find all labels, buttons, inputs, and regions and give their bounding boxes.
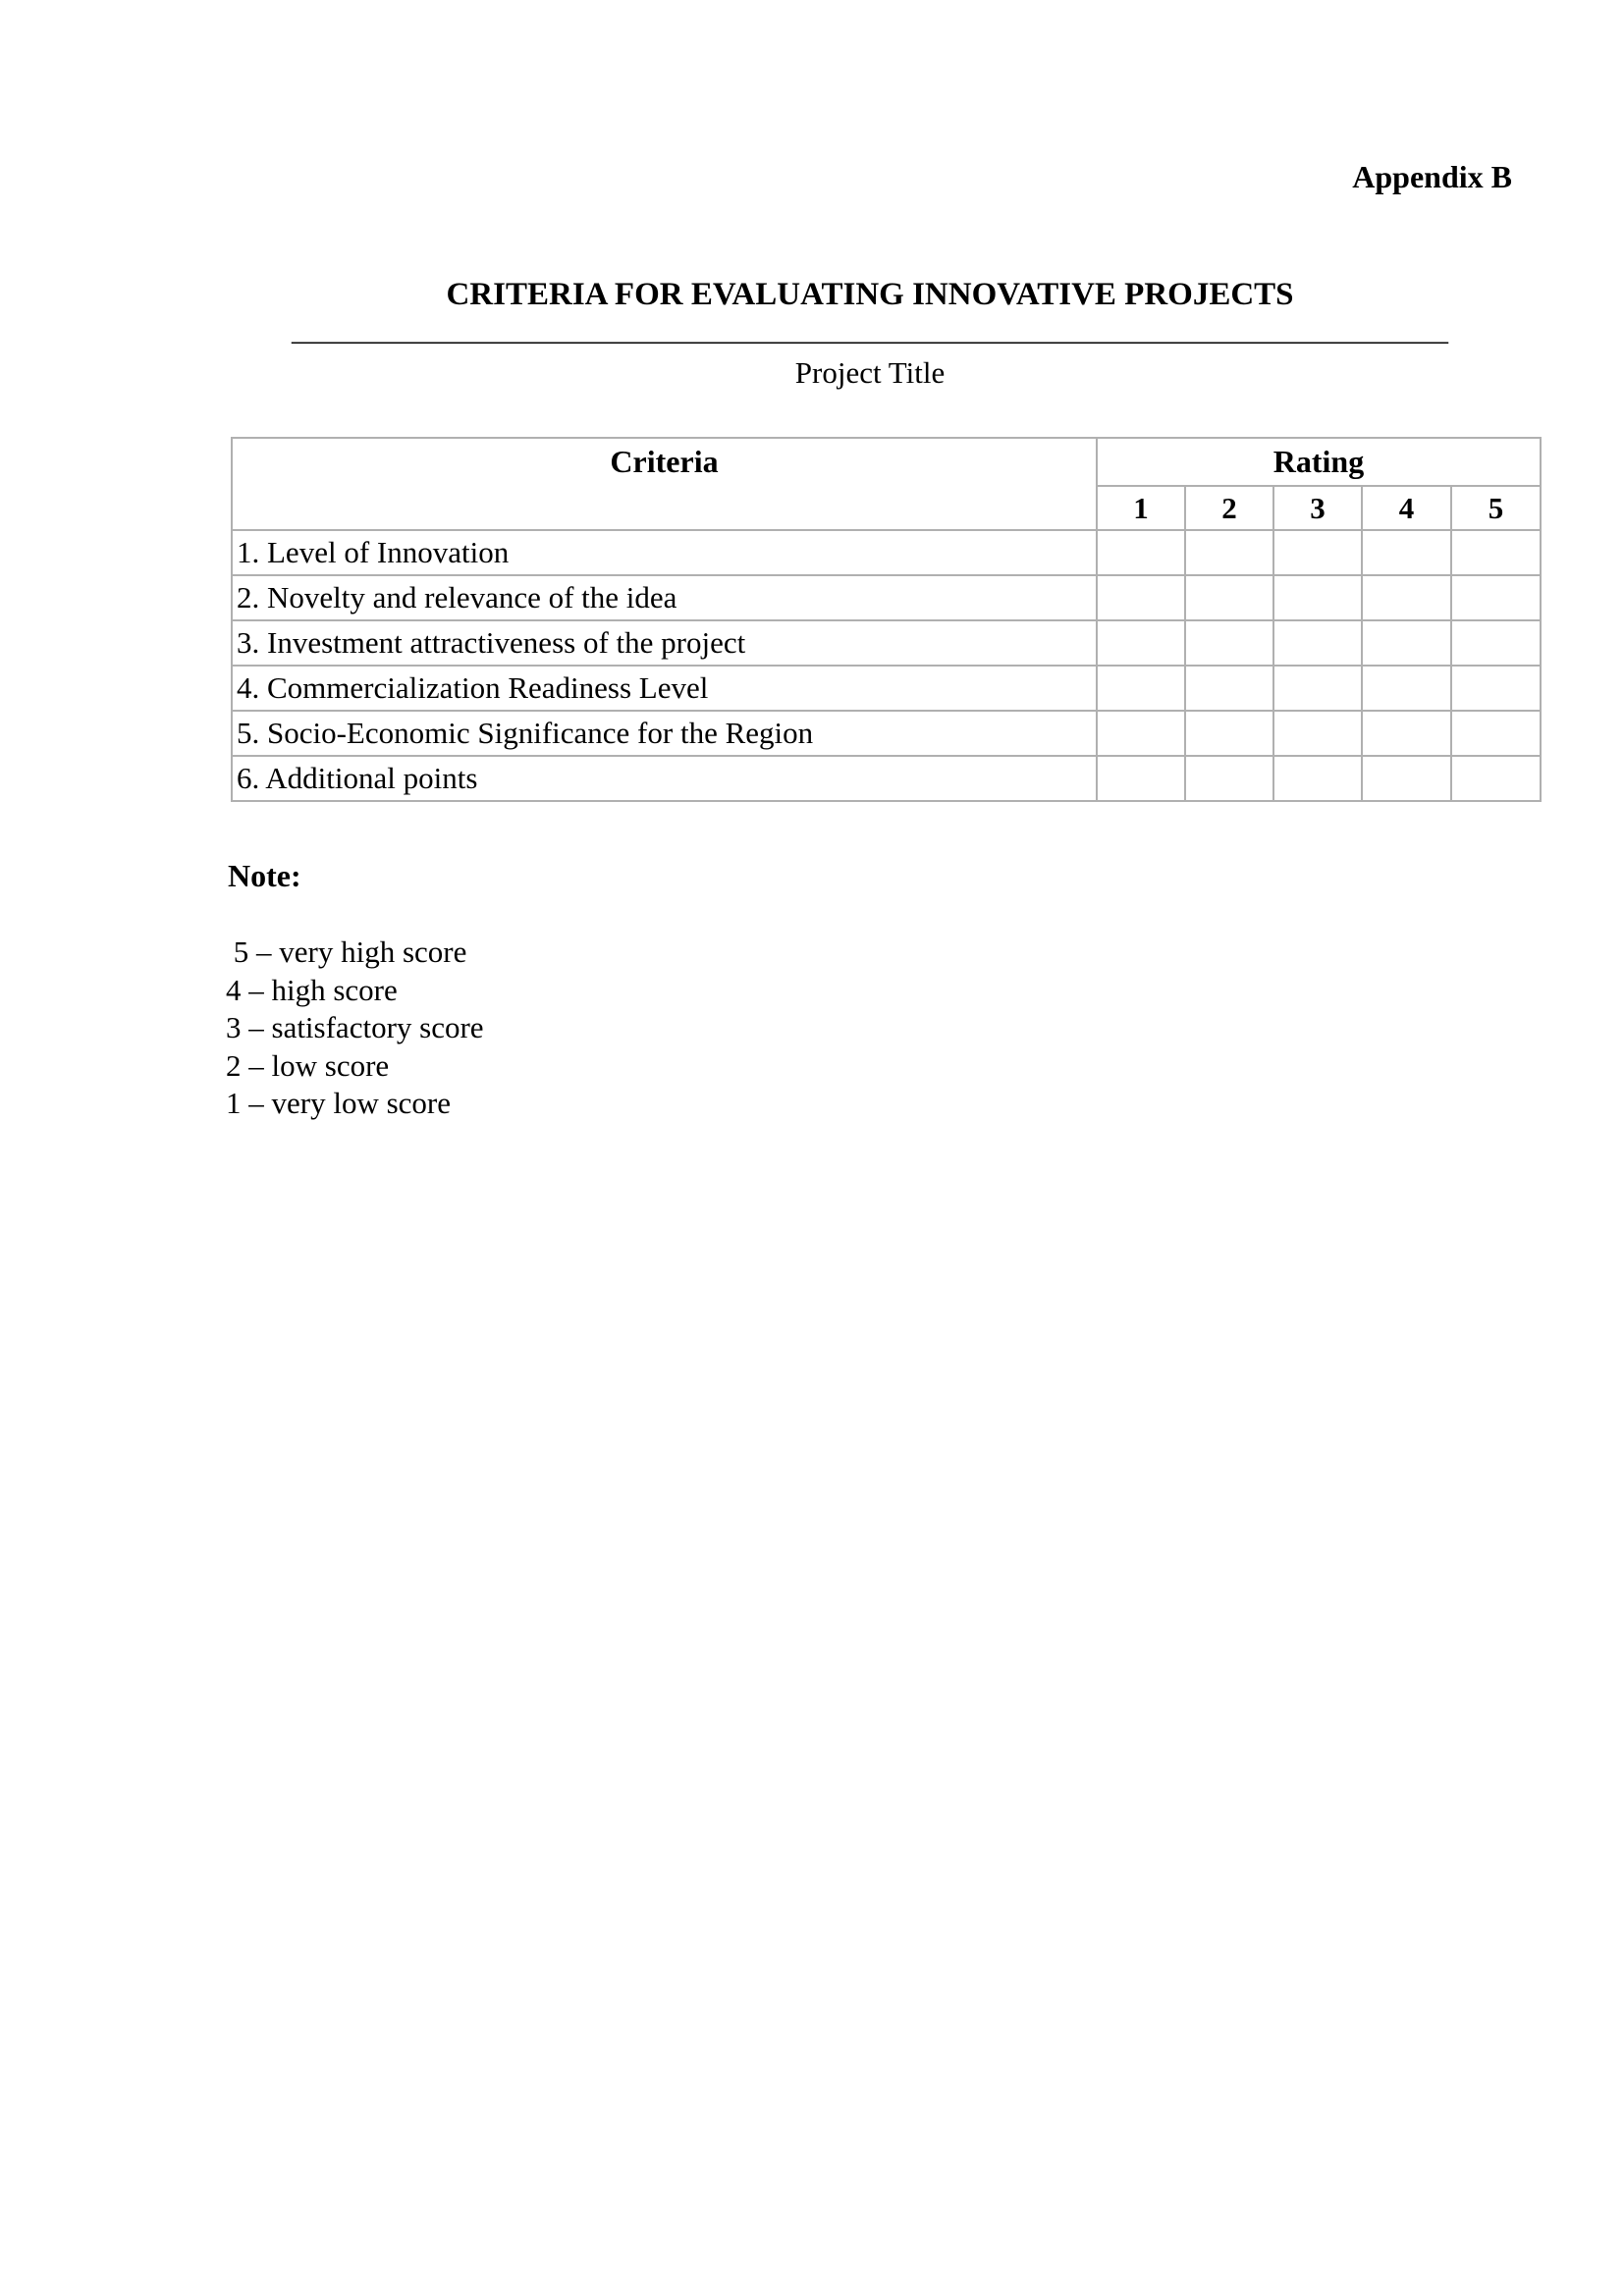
criterion-label: 2. Novelty and relevance of the idea	[232, 575, 1097, 620]
rating-scale-1: 1	[1097, 486, 1185, 530]
criterion-label: 6. Additional points	[232, 756, 1097, 801]
appendix-label: Appendix B	[1352, 159, 1512, 194]
table-row	[232, 620, 1541, 666]
rating-cell	[1097, 575, 1185, 620]
rating-scale-4: 4	[1362, 486, 1451, 530]
rating-cell	[1097, 666, 1185, 711]
score-legend-item: 4 – high score	[226, 972, 398, 1007]
criterion-label: 5. Socio-Economic Significance for the Region	[232, 711, 1097, 756]
rating-cell	[1451, 711, 1541, 756]
rating-cell	[1185, 711, 1273, 756]
score-legend-item: 1 – very low score	[226, 1086, 451, 1120]
rating-cell	[1273, 575, 1362, 620]
criteria-table	[231, 437, 1542, 802]
table-row	[232, 756, 1541, 801]
rating-cell	[1451, 666, 1541, 711]
rating-cell	[1097, 530, 1185, 575]
rating-scale-2: 2	[1185, 486, 1273, 530]
score-legend	[226, 934, 484, 1123]
rating-cell	[1185, 530, 1273, 575]
score-legend-item: 5 – very high score	[226, 934, 467, 969]
rating-cell	[1185, 666, 1273, 711]
rating-cell	[1185, 756, 1273, 801]
rating-cell	[1362, 756, 1451, 801]
rating-cell	[1273, 530, 1362, 575]
rating-column-header: Rating	[1097, 438, 1541, 486]
rating-cell	[1097, 711, 1185, 756]
rating-cell	[1451, 530, 1541, 575]
rating-cell	[1273, 620, 1362, 666]
rating-cell	[1273, 711, 1362, 756]
rating-cell	[1097, 620, 1185, 666]
project-title-label: Project Title	[794, 355, 946, 390]
rating-cell	[1451, 620, 1541, 666]
criterion-label: 3. Investment attractiveness of the project	[232, 620, 1097, 666]
table-row	[232, 711, 1541, 756]
rating-cell	[1451, 575, 1541, 620]
rating-cell	[1362, 620, 1451, 666]
table-row	[232, 530, 1541, 575]
rating-cell	[1185, 575, 1273, 620]
score-legend-item: 2 – low score	[226, 1047, 390, 1083]
criterion-label: 1. Level of Innovation	[232, 530, 1097, 575]
criterion-label: 4. Commercialization Readiness Level	[232, 666, 1097, 711]
project-title-underline: ____________________________________________________________________________	[292, 312, 1448, 347]
rating-cell	[1362, 530, 1451, 575]
rating-cell	[1451, 756, 1541, 801]
table-header-row-1	[232, 438, 1541, 486]
table-row	[232, 666, 1541, 711]
note-heading: Note:	[228, 858, 301, 893]
rating-cell	[1185, 620, 1273, 666]
table-row	[232, 575, 1541, 620]
rating-cell	[1362, 575, 1451, 620]
rating-cell	[1362, 711, 1451, 756]
rating-cell	[1097, 756, 1185, 801]
rating-cell	[1273, 756, 1362, 801]
document-title: CRITERIA FOR EVALUATING INNOVATIVE PROJECTS	[446, 277, 1294, 312]
rating-cell	[1273, 666, 1362, 711]
rating-scale-5: 5	[1451, 486, 1541, 530]
score-legend-item: 3 – satisfactory score	[226, 1010, 484, 1044]
criteria-column-header: Criteria	[232, 438, 1097, 530]
rating-cell	[1362, 666, 1451, 711]
rating-scale-3: 3	[1273, 486, 1362, 530]
